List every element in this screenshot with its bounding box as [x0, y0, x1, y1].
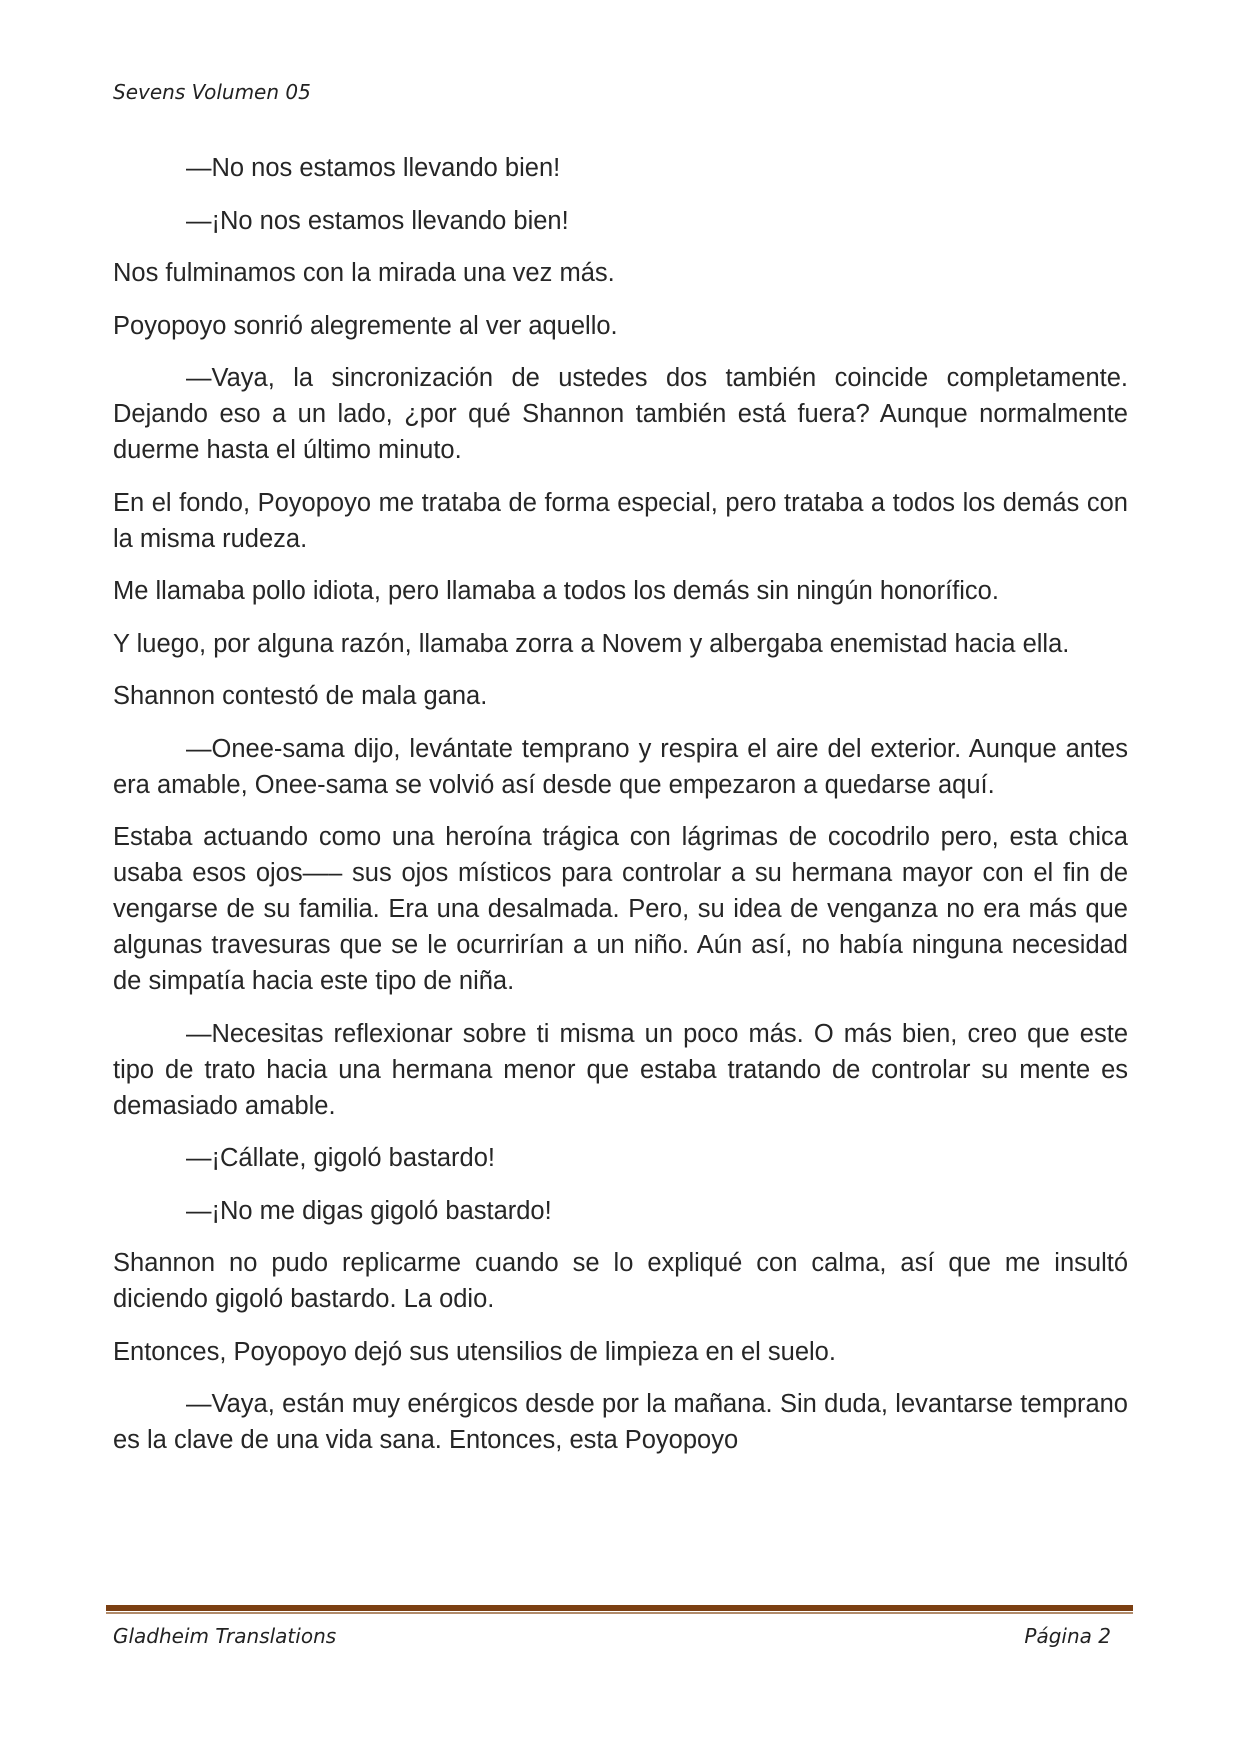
narration-paragraph: Poyopoyo sonrió alegremente al ver aquello. [113, 311, 618, 340]
narration-paragraph: Entonces, Poyopoyo dejó sus utensilios de limpieza en el suelo. [113, 1337, 836, 1366]
dialogue-paragraph: —No nos estamos llevando bien! [186, 154, 561, 182]
dialogue-paragraph: —¡Cállate, gigoló bastardo! [186, 1144, 496, 1172]
narration-paragraph: Shannon contestó de mala gana. [113, 682, 488, 710]
footer-rule-thin [106, 1612, 1133, 1614]
dialogue-paragraph: —Vaya, la sincronización de ustedes dos también coincide completamente. Dejando eso a un lado, ¿por qué Shannon también está fuera? Aunque normalmente duerme hasta el último minuto. [113, 364, 1128, 464]
page-number: Página 2 [1024, 1624, 1111, 1648]
running-header: Sevens Volumen 05 [113, 80, 311, 104]
narration-paragraph: Estaba actuando como una heroína trágica con lágrimas de cocodrilo pero, esta chica usaba esos ojos—– sus ojos místicos para controlar a su hermana mayor con el fin de vengarse de su familia. Era una desalmada. Pero, su idea de venganza no era más que algunas travesuras que se le ocurrirían a un niño. Aún así, no había ninguna necesidad de simpatía hacia este tipo de niña. [113, 823, 1128, 995]
dialogue-paragraph: —Vaya, están muy enérgicos desde por la mañana. Sin duda, levantarse temprano es la clave de una vida sana. Entonces, esta Poyopoyo [113, 1390, 1128, 1454]
narration-paragraph: Y luego, por alguna razón, llamaba zorra a Novem y albergaba enemistad hacia ella. [113, 629, 1070, 658]
dialogue-paragraph: —Necesitas reflexionar sobre ti misma un poco más. O más bien, creo que este tipo de trato hacia una hermana menor que estaba tratando de controlar su mente es demasiado amable. [113, 1019, 1128, 1120]
narration-paragraph: Me llamaba pollo idiota, pero llamaba a todos los demás sin ningún honorífico. [113, 577, 999, 605]
narration-paragraph: En el fondo, Poyopoyo me trataba de forma especial, pero trataba a todos los demás con la misma rudeza. [113, 488, 1128, 553]
dialogue-paragraph: —Onee-sama dijo, levántate temprano y respira el aire del exterior. Aunque antes era amable, Onee-sama se volvió así desde que empezaron a quedarse aquí. [113, 734, 1128, 799]
dialogue-paragraph: —¡No nos estamos llevando bien! [186, 206, 569, 235]
footer-publisher: Gladheim Translations [113, 1624, 337, 1648]
dialogue-paragraph: —¡No me digas gigoló bastardo! [186, 1196, 552, 1225]
narration-paragraph: Shannon no pudo replicarme cuando se lo expliqué con calma, así que me insultó diciendo gigoló bastardo. La odio. [113, 1249, 1128, 1313]
narration-paragraph: Nos fulminamos con la mirada una vez más. [113, 259, 615, 287]
body-text [113, 150, 1128, 1475]
footer-rule [106, 1605, 1133, 1611]
